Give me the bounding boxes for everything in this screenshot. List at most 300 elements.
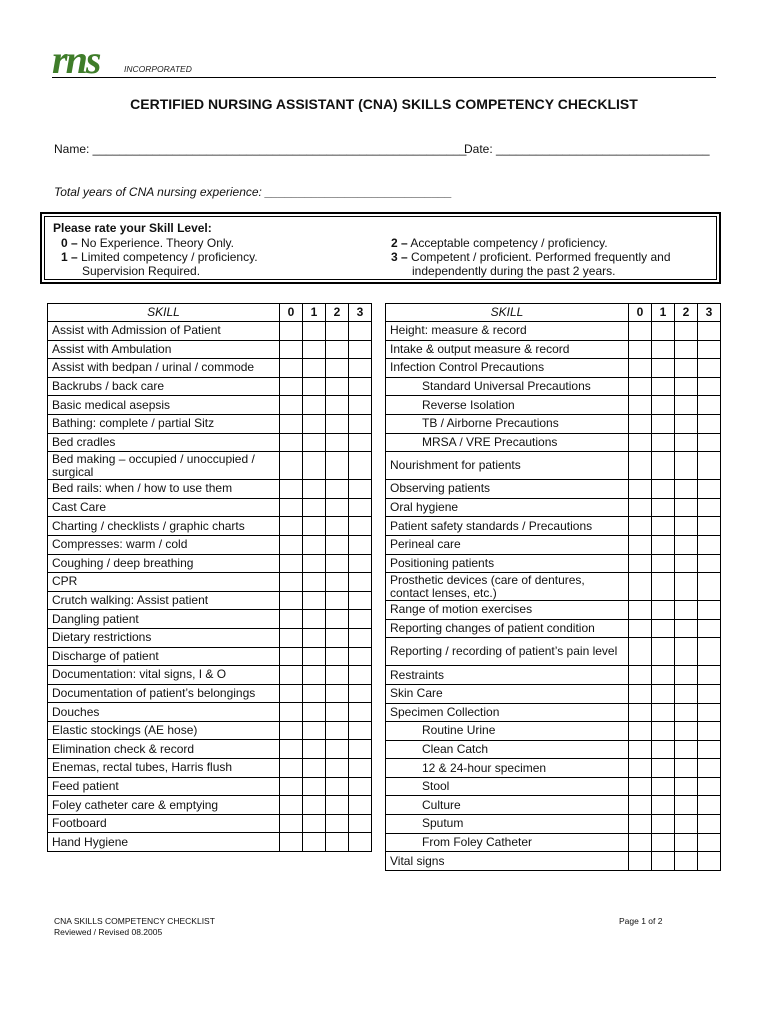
rating-cell-0[interactable] [629, 480, 652, 499]
rating-cell-1[interactable] [303, 340, 326, 359]
rating-level-1-cont: Supervision Required. [82, 264, 201, 278]
rating-cell-3[interactable] [698, 740, 721, 759]
rating-cell-2[interactable] [326, 703, 349, 722]
rating-cell-3[interactable] [349, 554, 372, 573]
rating-level-3-cont: independently during the past 2 years. [412, 264, 616, 278]
rating-cell-0[interactable] [280, 591, 303, 610]
skill-name: Assist with Admission of Patient [48, 322, 280, 341]
rating-cell-2[interactable] [326, 610, 349, 629]
skill-name: CPR [48, 573, 280, 592]
rating-cell-0[interactable] [629, 498, 652, 517]
rating-cell-1[interactable] [652, 703, 675, 722]
rating-cell-1[interactable] [303, 573, 326, 592]
rating-cell-0[interactable] [629, 759, 652, 778]
rating-cell-1[interactable] [652, 601, 675, 620]
rating-cell-1[interactable] [652, 666, 675, 685]
table-row [386, 833, 721, 852]
rating-cell-1[interactable] [652, 777, 675, 796]
experience-field[interactable]: Total years of CNA nursing experience: ____________________________ [54, 185, 453, 199]
rating-cell-2[interactable] [326, 340, 349, 359]
rating-cell-3[interactable] [349, 666, 372, 685]
company-logo [52, 37, 192, 82]
rating-cell-0[interactable] [280, 721, 303, 740]
rating-cell-0[interactable] [629, 833, 652, 852]
table-row [386, 498, 721, 517]
rating-cell-3[interactable] [349, 322, 372, 341]
rating-cell-0[interactable] [280, 377, 303, 396]
rating-cell-3[interactable] [698, 703, 721, 722]
rating-cell-3[interactable] [698, 852, 721, 871]
rating-cell-2[interactable] [326, 322, 349, 341]
skill-name: Prosthetic devices (care of dentures, contact lenses, etc.) [386, 573, 629, 601]
table-row [48, 414, 372, 433]
rating-cell-0[interactable] [280, 452, 303, 480]
skill-name: Documentation of patient’s belongings [48, 684, 280, 703]
rating-cell-2[interactable] [326, 814, 349, 833]
rating-cell-3[interactable] [349, 452, 372, 480]
table-row [48, 610, 372, 629]
rating-cell-0[interactable] [629, 573, 652, 601]
rating-cell-1[interactable] [303, 777, 326, 796]
rating-cell-1[interactable] [652, 833, 675, 852]
rating-cell-1[interactable] [303, 628, 326, 647]
rating-cell-2[interactable] [326, 740, 349, 759]
rating-cell-3[interactable] [698, 340, 721, 359]
rating-cell-0[interactable] [280, 740, 303, 759]
rating-cell-1[interactable] [303, 591, 326, 610]
footer-page-number: Page 1 of 2 [619, 916, 663, 926]
skill-name: Foley catheter care & emptying [48, 796, 280, 815]
rating-cell-0[interactable] [280, 554, 303, 573]
rating-cell-2[interactable] [675, 433, 698, 452]
rating-cell-1[interactable] [303, 647, 326, 666]
rating-cell-0[interactable] [280, 684, 303, 703]
table-row [48, 833, 372, 852]
rating-cell-0[interactable] [280, 359, 303, 378]
rating-cell-2[interactable] [326, 628, 349, 647]
logo-mark: rns [52, 37, 100, 82]
rating-cell-3[interactable] [349, 610, 372, 629]
rating-cell-0[interactable] [280, 814, 303, 833]
rating-cell-0[interactable] [629, 796, 652, 815]
rating-cell-3[interactable] [698, 815, 721, 834]
table-row [386, 377, 721, 396]
rating-cell-3[interactable] [349, 796, 372, 815]
rating-cell-3[interactable] [349, 433, 372, 452]
rating-col-3-header: 3 [698, 304, 721, 322]
rating-cell-2[interactable] [326, 377, 349, 396]
rating-cell-3[interactable] [349, 591, 372, 610]
table-row [48, 759, 372, 778]
rating-cell-1[interactable] [303, 322, 326, 341]
rating-cell-3[interactable] [698, 396, 721, 415]
rating-cell-2[interactable] [675, 554, 698, 573]
rating-cell-1[interactable] [303, 814, 326, 833]
rating-cell-2[interactable] [326, 833, 349, 852]
rating-cell-3[interactable] [349, 833, 372, 852]
rating-cell-2[interactable] [675, 480, 698, 499]
rating-cell-3[interactable] [349, 721, 372, 740]
rating-cell-1[interactable] [303, 359, 326, 378]
table-row [386, 414, 721, 433]
rating-cell-3[interactable] [349, 480, 372, 499]
rating-cell-0[interactable] [280, 628, 303, 647]
rating-cell-2[interactable] [675, 852, 698, 871]
rating-cell-0[interactable] [280, 610, 303, 629]
rating-cell-2[interactable] [326, 573, 349, 592]
rating-cell-1[interactable] [303, 480, 326, 499]
rating-cell-1[interactable] [303, 610, 326, 629]
rating-cell-1[interactable] [652, 638, 675, 666]
rating-cell-2[interactable] [326, 647, 349, 666]
table-row [386, 796, 721, 815]
rating-cell-3[interactable] [349, 573, 372, 592]
rating-cell-3[interactable] [698, 573, 721, 601]
rating-cell-1[interactable] [303, 414, 326, 433]
rating-level-1: 1 – Limited competency / proficiency. [61, 250, 258, 264]
rating-cell-2[interactable] [675, 340, 698, 359]
rating-cell-0[interactable] [280, 777, 303, 796]
rating-cell-3[interactable] [349, 377, 372, 396]
rating-cell-0[interactable] [629, 517, 652, 536]
rating-cell-0[interactable] [280, 703, 303, 722]
rating-cell-1[interactable] [652, 619, 675, 638]
rating-cell-3[interactable] [349, 359, 372, 378]
rating-cell-2[interactable] [326, 666, 349, 685]
rating-cell-1[interactable] [652, 452, 675, 480]
footer-revision: Reviewed / Revised 08.2005 [54, 927, 163, 937]
rating-cell-0[interactable] [280, 796, 303, 815]
rating-cell-3[interactable] [698, 601, 721, 620]
rating-cell-3[interactable] [698, 833, 721, 852]
rating-cell-2[interactable] [326, 759, 349, 778]
rating-cell-0[interactable] [280, 517, 303, 536]
rating-cell-3[interactable] [698, 414, 721, 433]
rating-cell-0[interactable] [629, 452, 652, 480]
rating-cell-1[interactable] [303, 796, 326, 815]
rating-cell-2[interactable] [675, 722, 698, 741]
rating-cell-3[interactable] [698, 666, 721, 685]
rating-cell-2[interactable] [675, 498, 698, 517]
rating-cell-2[interactable] [326, 684, 349, 703]
rating-cell-1[interactable] [652, 815, 675, 834]
rating-cell-2[interactable] [675, 777, 698, 796]
rating-cell-1[interactable] [652, 359, 675, 378]
rating-cell-2[interactable] [326, 554, 349, 573]
rating-cell-0[interactable] [629, 396, 652, 415]
table-row [386, 759, 721, 778]
rating-cell-0[interactable] [629, 638, 652, 666]
rating-cell-0[interactable] [280, 573, 303, 592]
rating-cell-3[interactable] [698, 359, 721, 378]
rating-cell-3[interactable] [698, 517, 721, 536]
rating-cell-1[interactable] [303, 721, 326, 740]
rating-col-2-header: 2 [675, 304, 698, 322]
table-row [48, 740, 372, 759]
rating-level-0: 0 – No Experience. Theory Only. [61, 236, 234, 250]
skill-name: Range of motion exercises [386, 601, 629, 620]
rating-cell-3[interactable] [349, 814, 372, 833]
rating-cell-0[interactable] [280, 433, 303, 452]
rating-col-1-header: 1 [652, 304, 675, 322]
rating-cell-0[interactable] [629, 359, 652, 378]
rating-cell-2[interactable] [675, 377, 698, 396]
rating-cell-1[interactable] [652, 480, 675, 499]
rating-cell-2[interactable] [675, 396, 698, 415]
rating-cell-2[interactable] [675, 684, 698, 703]
rating-cell-2[interactable] [675, 535, 698, 554]
rating-cell-2[interactable] [675, 359, 698, 378]
rating-cell-2[interactable] [675, 573, 698, 601]
rating-cell-3[interactable] [349, 777, 372, 796]
skill-name: Assist with Ambulation [48, 340, 280, 359]
rating-cell-0[interactable] [629, 684, 652, 703]
rating-cell-0[interactable] [280, 340, 303, 359]
rating-cell-3[interactable] [349, 535, 372, 554]
rating-cell-2[interactable] [675, 740, 698, 759]
rating-cell-3[interactable] [698, 322, 721, 341]
rating-cell-2[interactable] [326, 777, 349, 796]
rating-cell-0[interactable] [280, 759, 303, 778]
rating-cell-0[interactable] [629, 535, 652, 554]
skill-name: Culture [386, 796, 629, 815]
rating-cell-1[interactable] [652, 433, 675, 452]
table-row [48, 498, 372, 517]
rating-cell-3[interactable] [698, 777, 721, 796]
rating-cell-3[interactable] [349, 740, 372, 759]
rating-cell-0[interactable] [629, 340, 652, 359]
rating-cell-2[interactable] [675, 517, 698, 536]
table-row [386, 517, 721, 536]
rating-cell-3[interactable] [698, 722, 721, 741]
rating-cell-1[interactable] [303, 554, 326, 573]
rating-cell-2[interactable] [326, 396, 349, 415]
rating-cell-0[interactable] [280, 498, 303, 517]
rating-cell-0[interactable] [629, 852, 652, 871]
rating-cell-1[interactable] [652, 796, 675, 815]
skill-name: Coughing / deep breathing [48, 554, 280, 573]
rating-cell-2[interactable] [326, 480, 349, 499]
rating-cell-3[interactable] [698, 619, 721, 638]
rating-col-2-header: 2 [326, 304, 349, 322]
table-row [48, 554, 372, 573]
rating-cell-3[interactable] [698, 796, 721, 815]
skill-name: Oral hygiene [386, 498, 629, 517]
rating-cell-3[interactable] [349, 414, 372, 433]
rating-cell-3[interactable] [349, 759, 372, 778]
rating-cell-1[interactable] [303, 684, 326, 703]
rating-cell-2[interactable] [675, 833, 698, 852]
rating-cell-0[interactable] [280, 396, 303, 415]
rating-cell-2[interactable] [675, 452, 698, 480]
rating-cell-3[interactable] [349, 703, 372, 722]
rating-cell-1[interactable] [303, 498, 326, 517]
rating-cell-0[interactable] [280, 414, 303, 433]
table-row [48, 814, 372, 833]
rating-cell-1[interactable] [303, 377, 326, 396]
table-row [48, 721, 372, 740]
table-row [386, 396, 721, 415]
rating-cell-3[interactable] [698, 535, 721, 554]
rating-cell-2[interactable] [675, 322, 698, 341]
skill-name: Reporting / recording of patient’s pain level [386, 638, 629, 666]
skill-name: Cast Care [48, 498, 280, 517]
skill-name: Intake & output measure & record [386, 340, 629, 359]
table-row [48, 628, 372, 647]
rating-cell-3[interactable] [349, 628, 372, 647]
table-row [386, 573, 721, 601]
rating-cell-2[interactable] [326, 517, 349, 536]
skill-name: Vital signs [386, 852, 629, 871]
table-header-row [48, 304, 372, 322]
rating-cell-0[interactable] [629, 815, 652, 834]
skill-name: Observing patients [386, 480, 629, 499]
rating-cell-2[interactable] [675, 638, 698, 666]
rating-cell-3[interactable] [349, 684, 372, 703]
rating-cell-1[interactable] [652, 498, 675, 517]
name-field[interactable]: Name: ________________________________________________________ [54, 142, 467, 156]
skill-column-header: SKILL [386, 304, 629, 322]
table-row [386, 815, 721, 834]
rating-cell-1[interactable] [652, 396, 675, 415]
rating-cell-2[interactable] [675, 619, 698, 638]
rating-cell-0[interactable] [629, 433, 652, 452]
rating-cell-0[interactable] [629, 414, 652, 433]
skill-name: 12 & 24-hour specimen [386, 759, 629, 778]
rating-cell-3[interactable] [349, 396, 372, 415]
rating-cell-2[interactable] [326, 359, 349, 378]
rating-cell-3[interactable] [698, 759, 721, 778]
rating-cell-2[interactable] [326, 796, 349, 815]
rating-cell-0[interactable] [629, 703, 652, 722]
rating-cell-2[interactable] [326, 721, 349, 740]
rating-cell-1[interactable] [652, 852, 675, 871]
rating-cell-1[interactable] [652, 759, 675, 778]
rating-cell-2[interactable] [675, 759, 698, 778]
rating-cell-1[interactable] [303, 666, 326, 685]
rating-cell-3[interactable] [349, 498, 372, 517]
table-row [386, 684, 721, 703]
rating-cell-1[interactable] [303, 452, 326, 480]
footer-doc-name: CNA SKILLS COMPETENCY CHECKLIST [54, 916, 215, 926]
rating-cell-1[interactable] [303, 759, 326, 778]
rating-col-3-header: 3 [349, 304, 372, 322]
rating-cell-2[interactable] [675, 796, 698, 815]
rating-cell-0[interactable] [280, 666, 303, 685]
rating-cell-0[interactable] [629, 740, 652, 759]
rating-cell-2[interactable] [675, 414, 698, 433]
skill-name: Discharge of patient [48, 647, 280, 666]
rating-cell-3[interactable] [698, 554, 721, 573]
rating-cell-0[interactable] [629, 601, 652, 620]
rating-cell-0[interactable] [280, 535, 303, 554]
rating-cell-0[interactable] [629, 619, 652, 638]
rating-cell-1[interactable] [303, 740, 326, 759]
table-row [386, 852, 721, 871]
table-row [386, 554, 721, 573]
rating-cell-1[interactable] [652, 377, 675, 396]
rating-cell-3[interactable] [349, 340, 372, 359]
rating-cell-3[interactable] [698, 480, 721, 499]
rating-cell-2[interactable] [675, 666, 698, 685]
rating-cell-1[interactable] [652, 684, 675, 703]
rating-cell-2[interactable] [326, 414, 349, 433]
rating-cell-0[interactable] [629, 554, 652, 573]
rating-cell-0[interactable] [280, 480, 303, 499]
skill-name: Sputum [386, 815, 629, 834]
rating-cell-2[interactable] [326, 433, 349, 452]
skill-name: Bed cradles [48, 433, 280, 452]
skill-name: Bathing: complete / partial Sitz [48, 414, 280, 433]
rating-cell-1[interactable] [303, 433, 326, 452]
rating-cell-1[interactable] [303, 833, 326, 852]
rating-cell-1[interactable] [652, 722, 675, 741]
footer-left [54, 916, 215, 938]
date-field[interactable]: Date: ________________________________ [464, 142, 710, 156]
rating-cell-1[interactable] [303, 703, 326, 722]
table-row [386, 340, 721, 359]
rating-cell-1[interactable] [652, 517, 675, 536]
skill-name: Bed making – occupied / unoccupied / surgical [48, 452, 280, 480]
skill-name: Dangling patient [48, 610, 280, 629]
table-row [48, 433, 372, 452]
rating-cell-2[interactable] [326, 452, 349, 480]
skill-name: Douches [48, 703, 280, 722]
rating-cell-1[interactable] [652, 554, 675, 573]
rating-cell-1[interactable] [652, 340, 675, 359]
rating-cell-1[interactable] [303, 535, 326, 554]
rating-level-2: 2 – Acceptable competency / proficiency. [391, 236, 608, 250]
rating-cell-1[interactable] [652, 573, 675, 601]
table-row [48, 703, 372, 722]
rating-cell-1[interactable] [303, 517, 326, 536]
rating-cell-1[interactable] [652, 535, 675, 554]
table-row [386, 722, 721, 741]
rating-cell-2[interactable] [675, 601, 698, 620]
rating-cell-2[interactable] [326, 535, 349, 554]
rating-cell-3[interactable] [349, 647, 372, 666]
rating-cell-2[interactable] [675, 815, 698, 834]
rating-cell-0[interactable] [629, 377, 652, 396]
header-rule [52, 77, 716, 78]
rating-cell-2[interactable] [326, 498, 349, 517]
rating-cell-3[interactable] [349, 517, 372, 536]
rating-cell-0[interactable] [280, 322, 303, 341]
rating-cell-2[interactable] [675, 703, 698, 722]
skill-name: Assist with bedpan / urinal / commode [48, 359, 280, 378]
rating-cell-1[interactable] [652, 414, 675, 433]
rating-cell-3[interactable] [698, 433, 721, 452]
rating-cell-3[interactable] [698, 377, 721, 396]
rating-cell-3[interactable] [698, 638, 721, 666]
rating-cell-3[interactable] [698, 452, 721, 480]
rating-cell-1[interactable] [652, 740, 675, 759]
rating-cell-0[interactable] [629, 722, 652, 741]
rating-cell-0[interactable] [280, 647, 303, 666]
rating-cell-1[interactable] [652, 322, 675, 341]
rating-cell-3[interactable] [698, 684, 721, 703]
rating-cell-0[interactable] [629, 666, 652, 685]
rating-cell-0[interactable] [629, 322, 652, 341]
rating-cell-1[interactable] [303, 396, 326, 415]
rating-cell-3[interactable] [698, 498, 721, 517]
rating-cell-0[interactable] [629, 777, 652, 796]
rating-cell-0[interactable] [280, 833, 303, 852]
skills-table-right [385, 303, 721, 871]
rating-cell-2[interactable] [326, 591, 349, 610]
skill-name: Bed rails: when / how to use them [48, 480, 280, 499]
skill-name: MRSA / VRE Precautions [386, 433, 629, 452]
